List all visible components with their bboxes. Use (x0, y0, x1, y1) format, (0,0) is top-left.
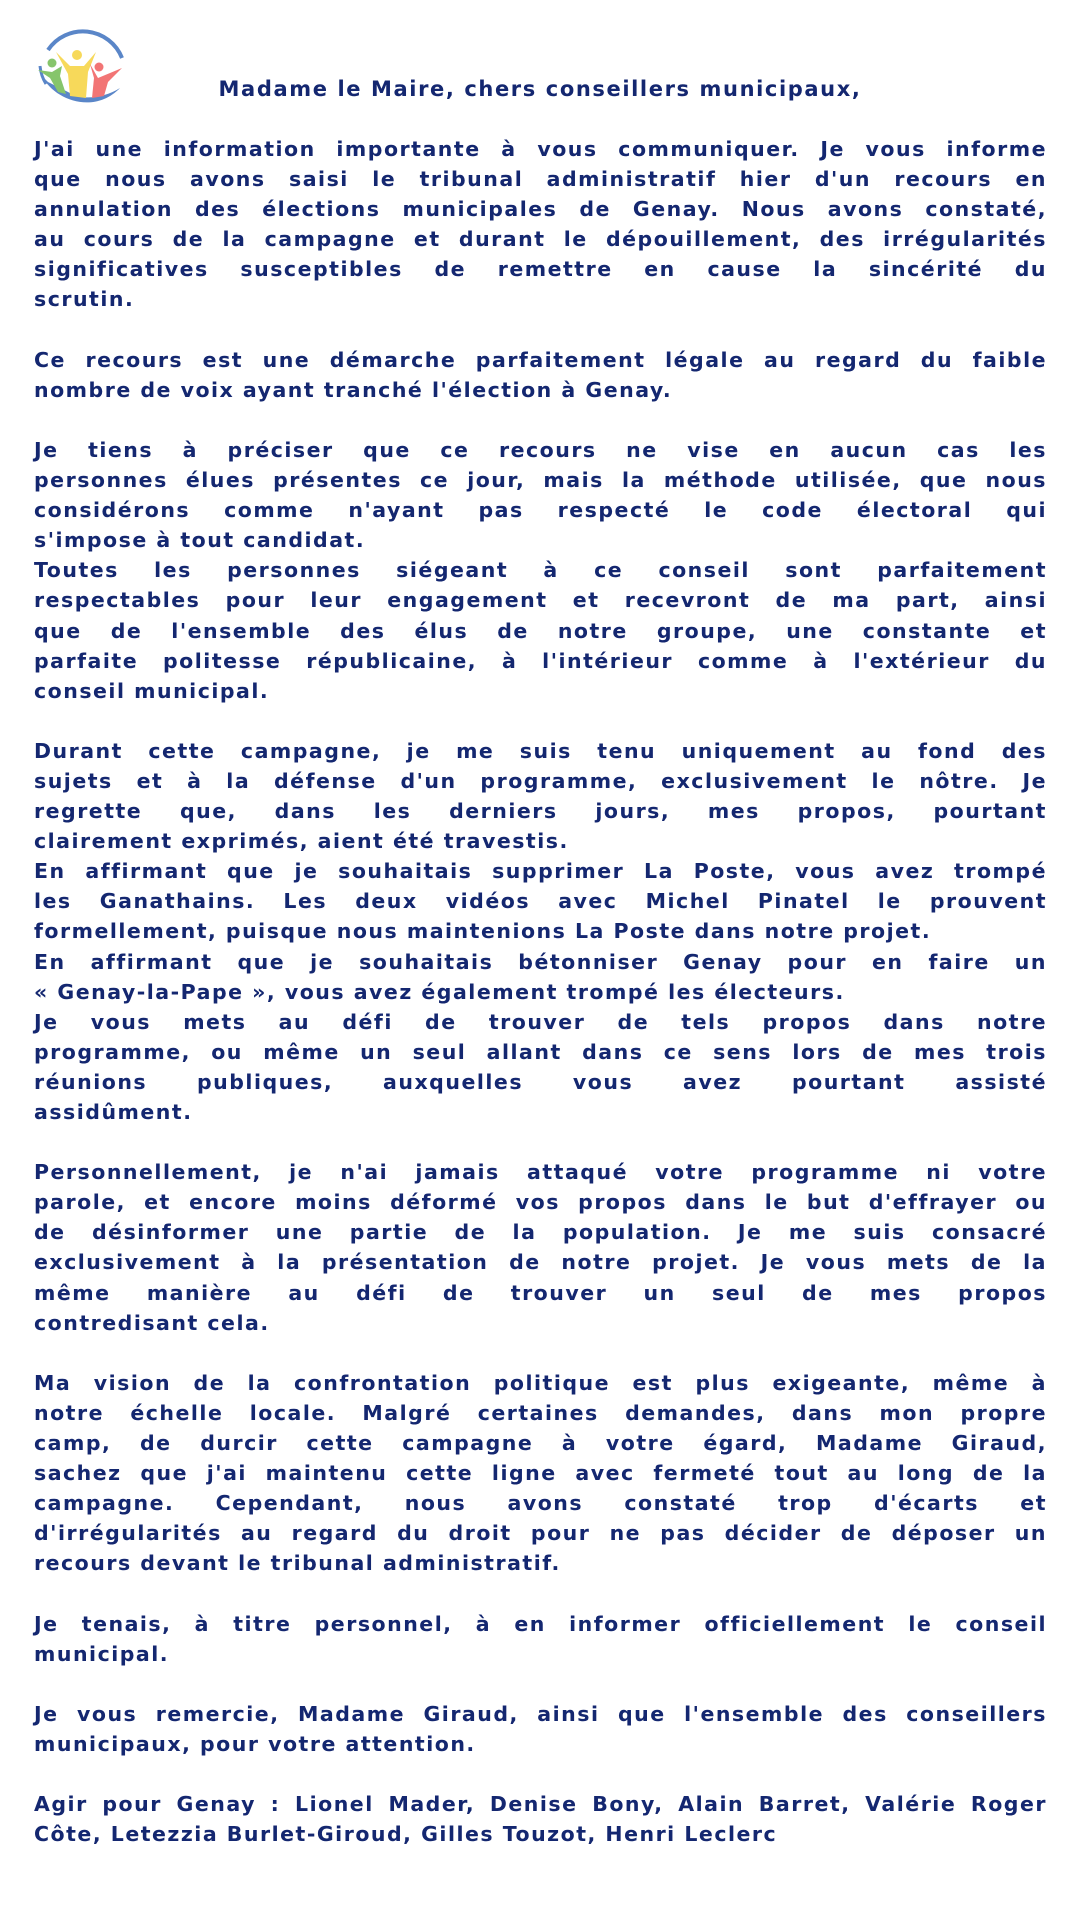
greeting: Madame le Maire, chers conseillers municipaux, (218, 77, 862, 101)
text-line: J'ai une information importante à vous communiquer. Je vous informe (34, 137, 1047, 161)
text-line: exclusivement à la présentation de notre projet. Je vous mets de la (34, 1250, 1047, 1275)
paragraph (34, 1699, 1047, 1759)
text-line: Côte, Letezzia Burlet-Giroud, Gilles Touzot, Henri Leclerc (34, 1822, 778, 1847)
text-line: même manière au défi de trouver un seul de mes propos (34, 1280, 1047, 1305)
text-line: que nous avons saisi le tribunal administratif hier d'un recours en (34, 167, 1047, 192)
text-line: parfaite politesse républicaine, à l'intérieur comme à l'extérieur du (34, 648, 1047, 673)
text-line: de désinformer une partie de la population. Je me suis consacré (34, 1220, 1047, 1245)
text-line: significatives susceptibles de remettre en cause la sincérité du (34, 257, 1047, 282)
paragraph (34, 435, 1047, 706)
text-line: réunions publiques, auxquelles vous avez pourtant assisté (34, 1069, 1047, 1094)
text-line: personnes élues présentes ce jour, mais la méthode utilisée, que nous (34, 468, 1047, 493)
text-line: Durant cette campagne, je me suis tenu uniquement au fond des (34, 738, 1047, 763)
paragraph (34, 345, 1047, 405)
text-line: campagne. Cependant, nous avons constaté trop d'écarts et (34, 1491, 1047, 1516)
paragraph (34, 1609, 1047, 1669)
text-line: que de l'ensemble des élus de notre groupe, une constante et (34, 618, 1047, 643)
text-line: annulation des élections municipales de Genay. Nous avons constaté, (34, 197, 1047, 222)
text-line: conseil municipal. (34, 678, 270, 703)
text-line: Personnellement, je n'ai jamais attaqué votre programme ni votre (34, 1160, 1047, 1185)
text-line: « Genay-la-Pape », vous avez également trompé les électeurs. (34, 979, 845, 1004)
text-line: d'irrégularités au regard du droit pour ne pas décider de déposer un (34, 1521, 1047, 1546)
paragraph (34, 1368, 1047, 1579)
text-line: Je vous remercie, Madame Giraud, ainsi que l'ensemble des conseillers (34, 1701, 1047, 1726)
text-line: municipal. (34, 1641, 170, 1666)
text-line: Ce recours est une démarche parfaitement légale au regard du faible (34, 347, 1047, 372)
text-line: sujets et à la défense d'un programme, exclusivement le nôtre. Je (34, 768, 1047, 793)
text-line: notre échelle locale. Malgré certaines demandes, dans mon propre (34, 1400, 1047, 1425)
text-line: sachez que j'ai maintenu cette ligne avec fermeté tout au long de la (34, 1461, 1047, 1486)
text-line: contredisant cela. (34, 1310, 270, 1335)
text-line: les Ganathains. Les deux vidéos avec Michel Pinatel le prouvent (34, 889, 1047, 914)
text-line: programme, ou même un seul allant dans ce sens lors de mes trois (34, 1039, 1047, 1064)
text-line: clairement exprimés, aient été travestis. (34, 829, 569, 854)
text-line: municipaux, pour votre attention. (34, 1731, 476, 1756)
text-line: Agir pour Genay : Lionel Mader, Denise Bony, Alain Barret, Valérie Roger (34, 1792, 1047, 1817)
text-line: Je tenais, à titre personnel, à en informer officiellement le conseil (34, 1611, 1047, 1636)
paragraph (34, 134, 1047, 315)
text-line: camp, de durcir cette campagne à votre égard, Madame Giraud, (34, 1431, 1047, 1456)
text-line: formellement, puisque nous maintenions La Poste dans notre projet. (34, 919, 932, 944)
text-line: Je vous mets au défi de trouver de tels propos dans notre (34, 1009, 1047, 1034)
text-line: scrutin. (34, 287, 135, 312)
text-line: considérons comme n'ayant pas respecté le code électoral qui (34, 498, 1047, 523)
text-line: regrette que, dans les derniers jours, mes propos, pourtant (34, 799, 1047, 824)
paragraph (34, 736, 1047, 1127)
text-line: Je tiens à préciser que ce recours ne vise en aucun cas les (34, 437, 1047, 462)
text-line: s'impose à tout candidat. (34, 528, 366, 553)
text-line: recours devant le tribunal administratif. (34, 1551, 561, 1576)
text-line: au cours de la campagne et durant le dépouillement, des irrégularités (34, 227, 1047, 252)
text-line: nombre de voix ayant tranché l'élection à Genay. (34, 377, 673, 402)
text-line: En affirmant que je souhaitais supprimer La Poste, vous avez trompé (34, 859, 1047, 884)
text-line: assidûment. (34, 1100, 193, 1124)
text-line: En affirmant que je souhaitais bétonniser Genay pour en faire un (34, 949, 1047, 974)
text-line: Toutes les personnes siégeant à ce conseil sont parfaitement (34, 558, 1047, 583)
text-line: Ma vision de la confrontation politique est plus exigeante, même à (34, 1370, 1047, 1395)
paragraph (34, 1157, 1047, 1338)
text-line: respectables pour leur engagement et recevront de ma part, ainsi (34, 588, 1047, 613)
signature (34, 1789, 1047, 1849)
text-line: parole, et encore moins déformé vos propos dans le but d'effrayer ou (34, 1190, 1047, 1215)
letter-body (34, 134, 1047, 1879)
